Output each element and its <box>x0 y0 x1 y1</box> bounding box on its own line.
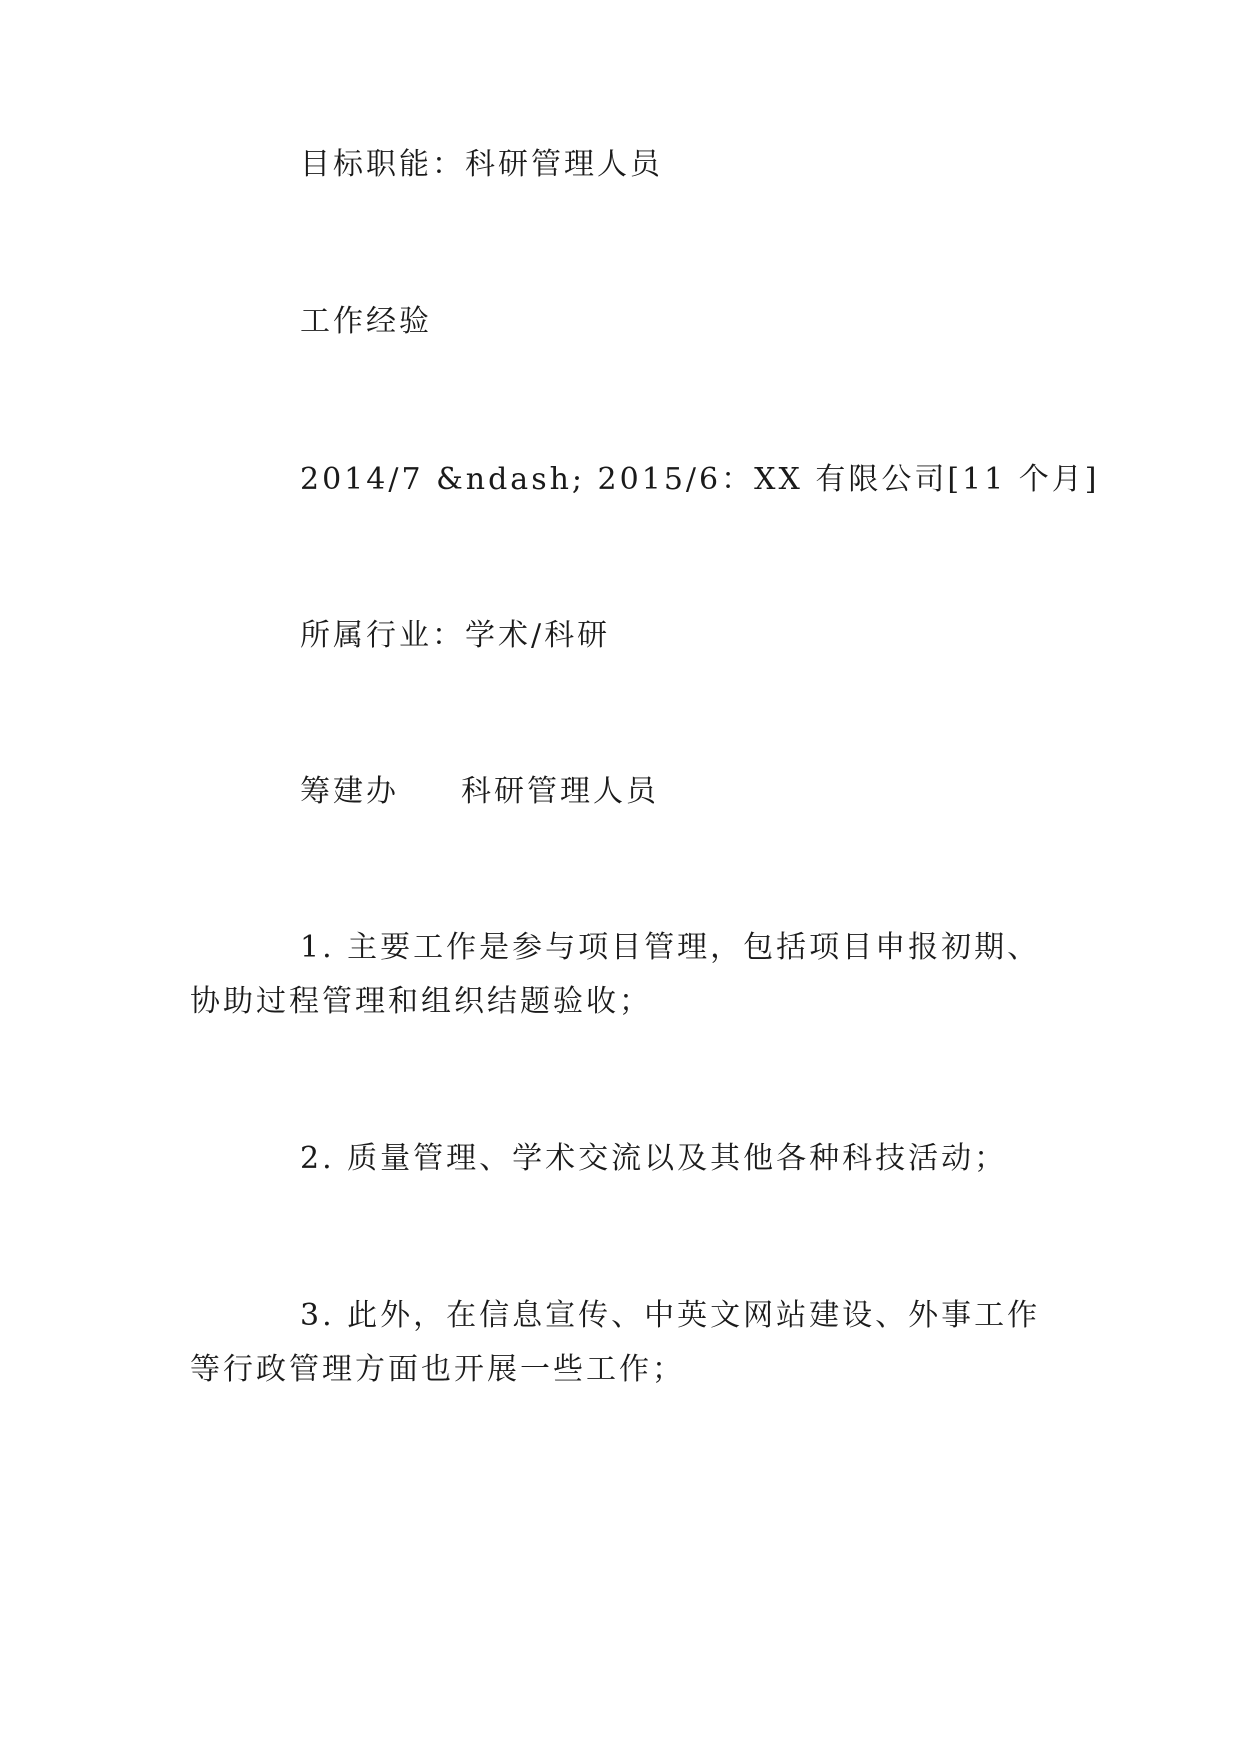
duty-item-2-line-1: 2. 质量管理、学术交流以及其他各种科技活动； <box>300 1141 1008 1176</box>
work-experience-heading: 工作经验 <box>300 304 432 339</box>
department-position-line <box>300 772 659 812</box>
duty-item-1-line-1: 1. 主要工作是参与项目管理，包括项目申报初期、 <box>300 930 1041 965</box>
employment-period-line: 2014/7 &ndash; 2015/6：XX 有限公司[11 个月] <box>300 462 1100 497</box>
duty-item-3-line-1: 3. 此外，在信息宣传、中英文网站建设、外事工作 <box>300 1298 1041 1333</box>
target-function-line: 目标职能：科研管理人员 <box>300 147 663 182</box>
industry-line: 所属行业：学术/科研 <box>300 618 611 653</box>
duty-item-1-line-2: 协助过程管理和组织结题验收； <box>190 984 652 1019</box>
department-text: 筹建办 <box>300 774 399 809</box>
position-text: 科研管理人员 <box>461 774 659 809</box>
duty-item-3-line-2: 等行政管理方面也开展一些工作； <box>190 1352 685 1387</box>
